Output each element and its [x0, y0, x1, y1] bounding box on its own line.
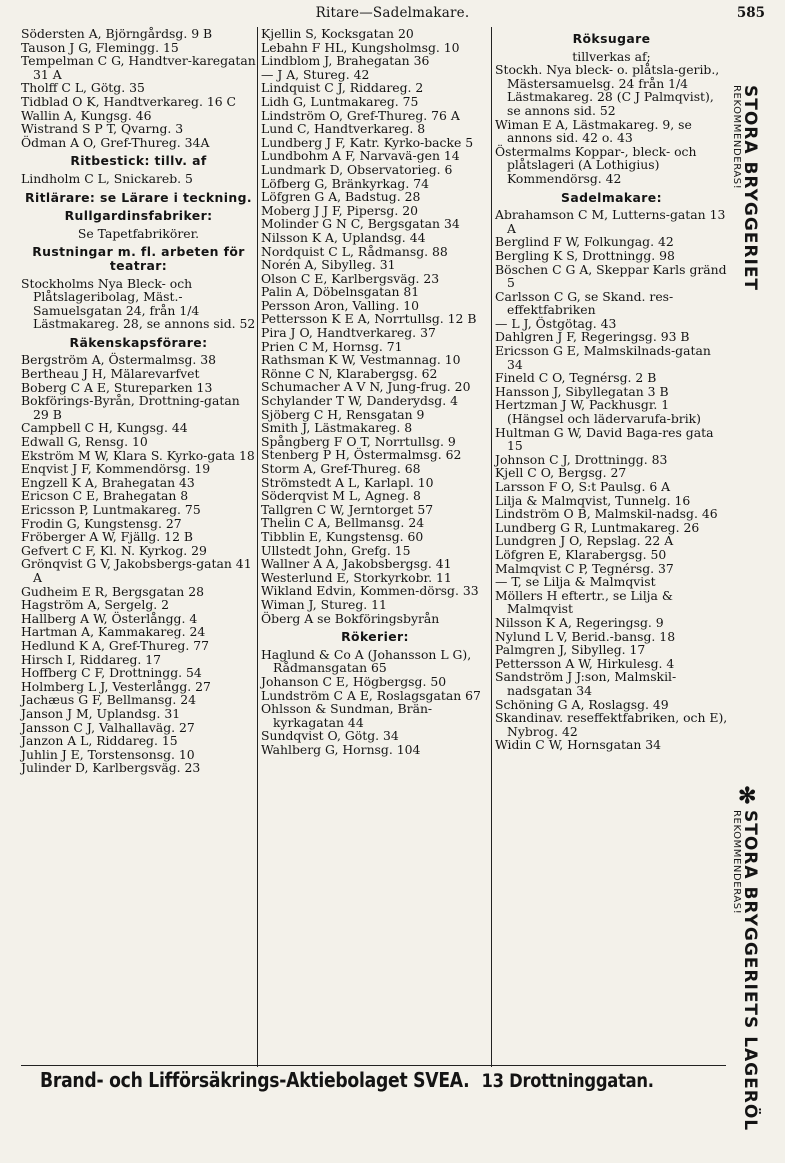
directory-entry: Bertheau J H, Mälarevarfvet: [21, 366, 200, 382]
section-heading: Röksugare: [572, 31, 651, 46]
directory-entry: Wikland Edvin, Kommen-dörsg. 33: [261, 583, 479, 599]
directory-entry: Löfgren E, Klarabergsg. 50: [495, 546, 667, 562]
footer-advert: [40, 1068, 659, 1102]
directory-entry: — J A, Stureg. 42: [261, 66, 370, 82]
directory-entry: Hertzman J W, Packhusgr. 1 (Hängsel och lädervarufa-brik): [495, 397, 701, 427]
running-title: Ritare—Sadelmakare.: [315, 5, 470, 21]
directory-entry: Lundberg G R, Luntmakareg. 26: [495, 519, 700, 535]
directory-entry: Tallgren C W, Jerntorget 57: [261, 501, 434, 517]
directory-entry: Schöning G A, Roslagsg. 49: [495, 696, 669, 712]
directory-entry: Molinder G N C, Bergsgatan 34: [261, 216, 460, 232]
side-advert-main: STORA BRYGGERIETS LAGERÖL: [740, 810, 760, 1132]
column-right: [495, 27, 728, 752]
directory-entry: Hallberg A W, Österlångg. 4: [21, 610, 198, 626]
directory-entry: Ericson C E, Brahegatan 8: [21, 488, 189, 504]
directory-entry: Rathsman K W, Vestmannag. 10: [261, 352, 461, 368]
directory-entry: Skandinav. reseffektfabriken, och E), Nybrog. 42: [495, 710, 728, 739]
directory-entry: Wiman J, Stureg. 11: [261, 596, 387, 612]
directory-entry: Hoffberg C F, Drottningg. 54: [21, 665, 202, 681]
section-heading: Rullgardinsfabriker:: [64, 208, 213, 224]
directory-entry: Ekström M W, Klara S. Kyrko-gata 18: [21, 447, 255, 463]
directory-entry: Pettersson A W, Hirkulesg. 4: [495, 655, 675, 671]
side-advert-sub: REKOMMENDERAS!: [731, 810, 742, 915]
footer-address: 13 Drottninggatan.: [481, 1070, 654, 1092]
directory-entry: Lundmark D, Observatorieg. 6: [261, 161, 453, 177]
directory-entry: Carlsson C G, se Skand. res-effektfabriken: [495, 288, 674, 318]
directory-entry: — L J, Östgötag. 43: [495, 315, 617, 331]
directory-entry: Lebahn F HL, Kungsholmsg. 10: [261, 39, 460, 55]
directory-entry: Frodin G, Kungstensg. 27: [21, 515, 182, 531]
directory-entry: Palmgren J, Sibylleg. 17: [495, 642, 646, 658]
directory-entry: Jachæus G F, Bellmansg. 24: [21, 692, 196, 708]
directory-entry: Edwall G, Rensg. 10: [21, 434, 148, 450]
directory-entry: Lundberg J F, Katr. Kyrko-backe 5: [261, 134, 474, 150]
directory-entry: Löfgren G A, Badstug. 28: [261, 189, 421, 205]
column-left: [21, 27, 256, 775]
directory-entry: Janzon A L, Riddareg. 15: [21, 733, 178, 749]
directory-entry: Enqvist J F, Kommendörsg. 19: [21, 461, 211, 477]
directory-entry: Gefvert C F, Kl. N. Kyrkog. 29: [21, 542, 207, 558]
section-heading: Sadelmakare:: [561, 189, 662, 205]
directory-entry: Stockh. Nya bleck- o. plåtsla-gerib., Mästersamuelsg. 24 från 1/4 Lästmakareg. 28 (C J Palmqvist), se annons sid. 52: [495, 62, 720, 118]
directory-entry: Kjellin S, Kocksgatan 20: [261, 26, 414, 41]
directory-entry: Pira J O, Handtverkareg. 37: [261, 325, 436, 341]
star-ornament-icon: ✻: [738, 783, 757, 809]
directory-entry: Smith J, Lästmakareg. 8: [261, 420, 413, 436]
footer-company: Brand- och Lifförsäkrings-Aktiebolaget SVEA.: [40, 1068, 470, 1092]
directory-entry: Hagström A, Sergelg. 2: [21, 597, 170, 613]
side-advert-main: STORA BRYGGERIET: [740, 85, 760, 292]
directory-entry: Sjöberg C H, Rensgatan 9: [261, 406, 425, 422]
directory-entry: Dahlgren J F, Regeringsg. 93 B: [495, 329, 690, 345]
directory-entry: Schumacher A V N, Jung-frug. 20: [261, 379, 471, 395]
section-heading: Ritlärare: se Lärare i teckning.: [25, 189, 252, 205]
directory-entry: Tempelman C G, Handtver-karegatan 31 A: [21, 53, 256, 82]
directory-entry: Ödman A O, Gref-Thureg. 34A: [21, 134, 210, 150]
directory-entry: Lundgren J O, Repslag. 22 A: [495, 533, 674, 549]
directory-entry: Widin C W, Hornsgatan 34: [495, 737, 662, 753]
directory-entry: Engzell K A, Brahegatan 43: [21, 474, 195, 490]
directory-entry: Spångberg F O T, Norrtullsg. 9: [261, 433, 456, 449]
directory-entry: Malmqvist C P, Tegnérsg. 37: [495, 560, 674, 576]
column-middle: [261, 27, 489, 756]
directory-entry: Lindquist C J, Riddareg. 2: [261, 80, 424, 96]
directory-entry: Tauson J G, Flemingg. 15: [21, 39, 179, 55]
directory-entry: Storm A, Gref-Thureg. 68: [261, 461, 421, 476]
directory-entry: Hansson J, Sibyllegatan 3 B: [495, 383, 669, 399]
directory-entry: Johanson C E, Högbergsg. 50: [261, 673, 447, 689]
directory-entry: Lund C, Handtverkareg. 8: [261, 121, 426, 137]
directory-entry: Julinder D, Karlbergsväg. 23: [21, 760, 201, 776]
directory-entry: Hirsch I, Riddareg. 17: [21, 651, 162, 667]
directory-entry: Sandström J J:son, Malmskil-nadsgatan 34: [495, 669, 677, 698]
directory-entry: Holmberg L J, Vesterlångg. 27: [21, 678, 211, 694]
directory-entry: Prien C M, Hornsg. 71: [261, 338, 403, 354]
directory-entry: Wallner A A, Jakobsbergsg. 41: [261, 556, 452, 572]
directory-entry: Tholff C L, Götg. 35: [21, 80, 145, 96]
column-divider: [257, 27, 258, 1067]
directory-entry: Bergström A, Östermalmsg. 38: [21, 352, 217, 368]
directory-entry: Östermalms Koppar-, bleck- och plåtslageri (A Lothigius) Kommendörsg. 42: [495, 143, 697, 186]
directory-entry: Palin A, Döbelnsgatan 81: [261, 284, 420, 300]
directory-entry: Lidh G, Luntmakareg. 75: [261, 93, 419, 109]
directory-entry: Abrahamson C M, Lutterns-gatan 13 A: [495, 207, 726, 236]
directory-entry: Ericsson G E, Malmskilnads-gatan 34: [495, 343, 711, 372]
directory-entry: Lilja & Malmqvist, Tunnelg. 16: [495, 492, 691, 508]
side-advert-sub: REKOMMENDERAS!: [731, 85, 742, 190]
directory-entry: Tidblad O K, Handtverkareg. 16 C: [21, 93, 237, 109]
directory-entry: Tibblin E, Kungstensg. 60: [261, 528, 424, 544]
directory-entry: Bergling K S, Drottningg. 98: [495, 247, 675, 263]
directory-entry: Wiman E A, Lästmakareg. 9, se annons sid. 42 o. 43: [495, 116, 692, 146]
directory-entry: Böschen C G A, Skeppar Karls gränd 5: [495, 261, 727, 291]
directory-entry: Wistrand S P T, Qvarng. 3: [21, 121, 184, 137]
directory-entry: Wallin A, Kungsg. 46: [21, 107, 152, 123]
page-header: [20, 3, 765, 25]
directory-entry: Öberg A se Bokföringsbyrån: [261, 610, 440, 626]
directory-entry: Lundström C A E, Roslagsgatan 67: [261, 687, 481, 703]
side-advert-lager: [731, 810, 760, 1131]
directory-entry: Möllers H eftertr., se Lilja & Malmqvist: [495, 587, 673, 617]
directory-entry: Westerlund E, Storkyrkobr. 11: [261, 569, 452, 585]
directory-entry: Larsson F O, S:t Paulsg. 6 A: [495, 479, 671, 494]
directory-entry: Stenberg P H, Östermalmsg. 62: [261, 447, 462, 463]
directory-entry: Janson J M, Uplandsg. 31: [21, 705, 181, 721]
directory-entry: Nilsson K A, Regeringsg. 9: [495, 614, 664, 630]
directory-entry: Lindholm C L, Snickareb. 5: [21, 170, 193, 186]
directory-entry: Boberg C A E, Stureparken 13: [21, 379, 213, 395]
directory-entry: Ohlsson & Sundman, Brän-kyrkagatan 44: [261, 701, 433, 730]
directory-entry: Hartman A, Kammakareg. 24: [21, 624, 206, 640]
directory-entry: Ullstedt John, Grefg. 15: [261, 542, 411, 558]
footer-divider: [21, 1065, 726, 1066]
directory-entry: Haglund & Co A (Johansson L G), Rådmansgatan 65: [261, 646, 472, 676]
directory-entry: Södersten A, Björngårdsg. 9 B: [21, 26, 213, 41]
cross-reference: tillverkas af;: [572, 48, 651, 64]
directory-entry: Nordquist C L, Rådmansg. 88: [261, 243, 448, 259]
directory-entry: Fröberger A W, Fjällg. 12 B: [21, 529, 193, 545]
directory-entry: Löfberg G, Bränkyrkag. 74: [261, 175, 429, 191]
directory-entry: Ericsson P, Luntmakareg. 75: [21, 502, 201, 517]
section-heading: Rustningar m. fl. arbeten för teatrar:: [32, 244, 245, 273]
column-divider: [491, 27, 492, 1067]
directory-entry: Olson C E, Karlbergsväg. 23: [261, 270, 440, 286]
directory-entry: Schylander T W, Danderydsg. 4: [261, 393, 458, 409]
directory-entry: Strömstedt A L, Karlapl. 10: [261, 474, 434, 490]
directory-entry: Gudheim E R, Bergsgatan 28: [21, 583, 204, 599]
directory-entry: Nylund L V, Berid.-bansg. 18: [495, 628, 676, 644]
section-heading: Ritbestick: tillv. af: [70, 153, 207, 169]
directory-entry: Lindström O B, Malmskil-nadsg. 46: [495, 506, 718, 522]
page-number: 585: [736, 5, 765, 21]
directory-entry: Thelin C A, Bellmansg. 24: [261, 515, 425, 531]
directory-entry: Sundqvist O, Götg. 34: [261, 728, 399, 744]
directory-entry: Kjell C O, Bergsg. 27: [495, 465, 627, 481]
directory-entry: Berglind F W, Folkungag. 42: [495, 234, 674, 250]
directory-entry: Lundbohm A F, Narvavä-gen 14: [261, 148, 460, 164]
section-heading: Rökerier:: [341, 629, 409, 645]
directory-entry: Hedlund K A, Gref-Thureg. 77: [21, 637, 209, 653]
directory-entry: Persson Aron, Valling. 10: [261, 297, 419, 313]
directory-entry: Stockholms Nya Bleck- och Plåtslageribolag, Mäst.-Samuelsgatan 24, från 1/4 Lästmakareg. 28, se annons sid. 52: [21, 275, 256, 332]
directory-entry: Lindblom J, Brahegatan 36: [261, 53, 430, 69]
directory-entry: Norén A, Sibylleg. 31: [261, 257, 396, 273]
directory-entry: Lindström O, Gref-Thureg. 76 A: [261, 107, 460, 123]
directory-entry: Fineld C O, Tegnérsg. 2 B: [495, 370, 657, 386]
directory-entry: — T, se Lilja & Malmqvist: [495, 574, 656, 590]
directory-entry: Johnson C J, Drottningg. 83: [495, 451, 668, 467]
directory-entry: Grönqvist G V, Jakobsbergs-gatan 41 A: [21, 556, 252, 585]
directory-entry: Jansson C J, Valhallaväg. 27: [21, 719, 195, 735]
cross-reference: Se Tapetfabrikörer.: [77, 225, 200, 241]
directory-entry: Pettersson K E A, Norrtullsg. 12 B: [261, 311, 477, 327]
side-advert-brewery: [731, 85, 760, 291]
directory-entry: Juhlin J E, Torstensonsg. 10: [21, 746, 195, 762]
directory-entry: Hultman G W, David Baga-res gata 15: [495, 424, 714, 454]
directory-entry: Bokförings-Byrån, Drottning-gatan 29 B: [21, 393, 240, 422]
directory-entry: Campbell C H, Kungsg. 44: [21, 420, 188, 436]
directory-entry: Wahlberg G, Hornsg. 104: [261, 741, 421, 757]
directory-entry: Söderqvist M L, Agneg. 8: [261, 488, 421, 504]
directory-entry: Rönne C N, Klarabergsg. 62: [261, 365, 438, 381]
directory-entry: Nilsson K A, Uplandsg. 44: [261, 229, 426, 245]
section-heading: Räkenskapsförare:: [69, 334, 208, 350]
directory-entry: Moberg J J F, Pipersg. 20: [261, 202, 418, 218]
